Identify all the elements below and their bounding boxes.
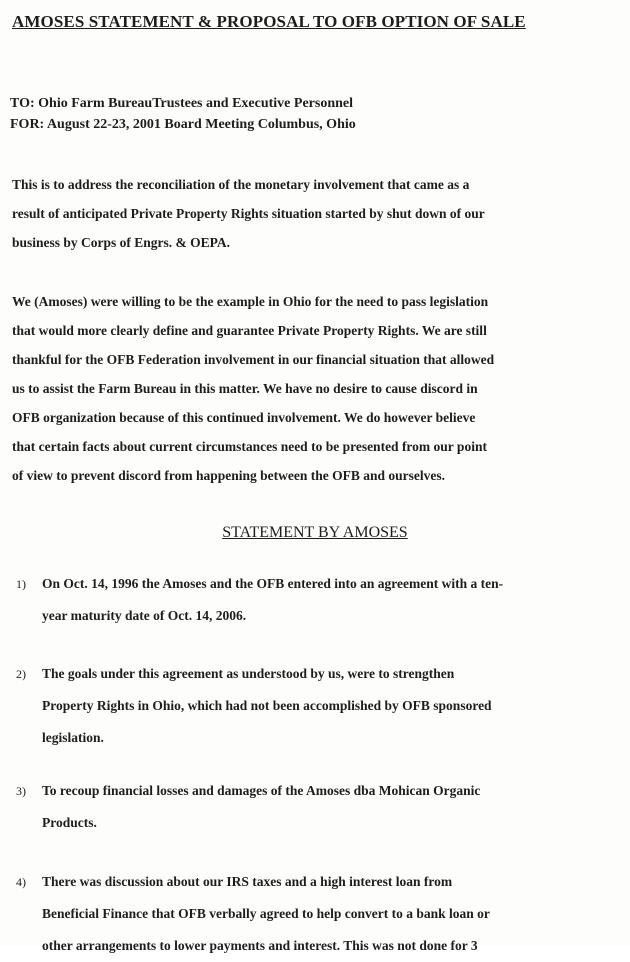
paragraph-line: of view to prevent discord from happening between the OFB and ourselves. <box>12 468 445 483</box>
item-line: Beneficial Finance that OFB verbally agreed to help convert to a bank loan or <box>42 906 490 921</box>
paragraph-line: us to assist the Farm Bureau in this matter. We have no desire to cause discord in <box>12 381 478 396</box>
paragraph-line: business by Corps of Engrs. & OEPA. <box>12 235 231 250</box>
item-number: 4) <box>16 875 26 889</box>
item-line: There was discussion about our IRS taxes and a high interest loan from <box>42 874 453 889</box>
item-body <box>42 866 622 962</box>
item-number: 1) <box>16 577 26 591</box>
item-line: year maturity date of Oct. 14, 2006. <box>42 608 247 623</box>
item-body <box>42 775 622 839</box>
paragraph-line: We (Amoses) were willing to be the example in Ohio for the need to pass legislation <box>12 294 489 309</box>
paragraph-line: result of anticipated Private Property Rights situation started by shut down of our <box>12 206 485 221</box>
paragraph-line: This is to address the reconciliation of the monetary involvement that came as a <box>12 177 470 192</box>
item-number: 3) <box>16 784 26 798</box>
paragraph-line: thankful for the OFB Federation involvement in our financial situation that allowed <box>12 352 495 367</box>
paragraph-line: OFB organization because of this continued involvement. We do however believe <box>12 410 476 425</box>
paragraph-intro <box>12 170 622 257</box>
item-line: other arrangements to lower payments and interest. This was not done for 3 <box>42 938 478 953</box>
item-line: Products. <box>42 815 97 830</box>
item-body <box>42 658 622 754</box>
item-line: To recoup financial losses and damages of the Amoses dba Mohican Organic <box>42 783 481 798</box>
paragraph-line: that certain facts about current circumstances need to be presented from our point <box>12 439 487 454</box>
item-number: 2) <box>16 667 26 681</box>
paragraph-line: that would more clearly define and guarantee Private Property Rights. We are still <box>12 323 487 338</box>
document-title: AMOSES STATEMENT & PROPOSAL TO OFB OPTION OF SALE <box>12 12 526 31</box>
section-heading: STATEMENT BY AMOSES <box>222 524 408 541</box>
for-line: FOR: August 22-23, 2001 Board Meeting Columbus, Ohio <box>10 117 356 132</box>
item-line: The goals under this agreement as understood by us, were to strengthen <box>42 666 455 681</box>
to-line: TO: Ohio Farm BureauTrustees and Executive Personnel <box>10 96 353 111</box>
item-line: legislation. <box>42 730 104 745</box>
item-line: Property Rights in Ohio, which had not been accomplished by OFB sponsored <box>42 698 492 713</box>
item-body <box>42 568 622 632</box>
paragraph-amoses <box>12 287 622 490</box>
item-line: On Oct. 14, 1996 the Amoses and the OFB entered into an agreement with a ten- <box>42 576 504 591</box>
